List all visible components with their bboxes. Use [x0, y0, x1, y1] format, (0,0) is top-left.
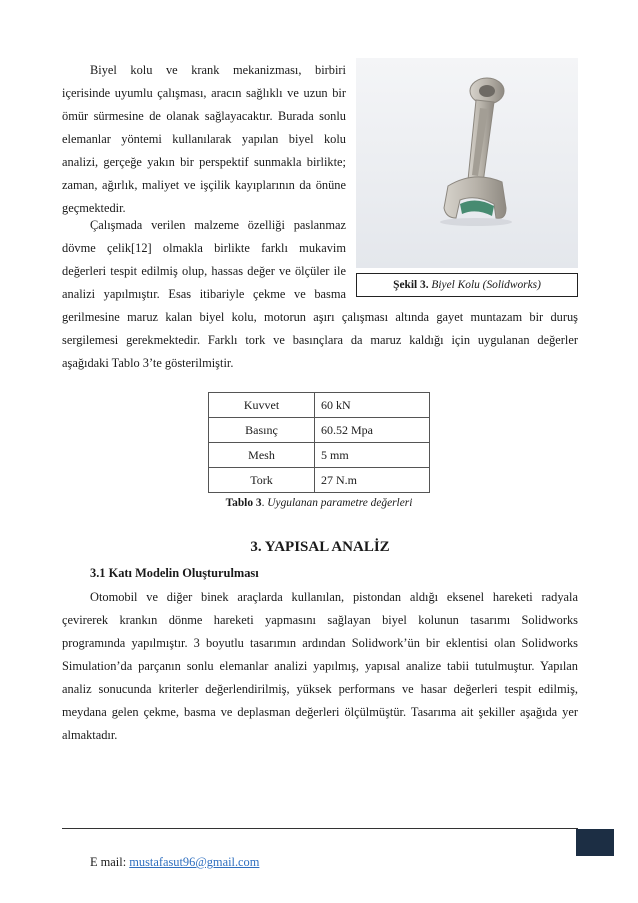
table-row: [209, 468, 430, 493]
footer-email: [90, 855, 259, 870]
connecting-rod-figure: [356, 58, 578, 268]
paragraph-line: Otomobil ve diğer binek araçlarda kullanılan, pistondan aldığı eksenel hareketi radyala: [90, 590, 578, 604]
table-value: 60.52 Mpa: [315, 418, 430, 443]
table-row: [209, 393, 430, 418]
table-key: Mesh: [209, 443, 315, 468]
paragraph-line: zaman, ağırlık, maliyet ve işçilik kayıplarının da önüne: [62, 178, 346, 192]
table-value: 5 mm: [315, 443, 430, 468]
paragraph-line: sergilemesi gerekmektedir. Farklı tork ve basınçlara da maruz kaldığı için uygulanan değerler: [62, 333, 578, 347]
paragraph-line: Simulation’da parçanın sonlu elemanlar analizi yapılmış, yapısal analize tabii tutulmuştur. Yapılan: [62, 659, 578, 673]
paragraph-line: programında yapılmıştır. 3 boyutlu tasarımın ardından Solidwork’ün bir eklentisi olan Solidworks: [62, 636, 578, 650]
connecting-rod-image: [356, 58, 578, 268]
subsection-title: 3.1 Katı Modelin Oluşturulması: [90, 566, 259, 580]
parameter-table: [208, 392, 430, 493]
email-link[interactable]: mustafasut96@gmail.com: [129, 855, 260, 869]
footer-divider: [62, 828, 578, 829]
page-number-box: [576, 829, 614, 856]
figure-caption: [356, 273, 578, 297]
paragraph-line: gerilmesine maruz kalan biyel kolu, motorun aşırı çalışması altında gayet muntazam bir duruş: [62, 310, 578, 324]
paragraph-line: almaktadır.: [62, 728, 118, 742]
table-key: Tork: [209, 468, 315, 493]
paragraph-line: Çalışmada verilen malzeme özelliği paslanmaz: [90, 218, 346, 232]
figure-caption-text: Biyel Kolu (Solidworks): [431, 279, 541, 291]
paragraph-line: ömür sürmesine de olanak sağlayacaktır. Burada sonlu: [62, 109, 346, 123]
paragraph-line: geçmektedir.: [62, 201, 126, 215]
paragraph-line: analiz sonucunda kriterler değerlendirilmiş, yüksek performans ve hasar değerleri tespit edilmiş,: [62, 682, 578, 696]
paragraph-line: analizi yapılmıştır. Esas itibariyle çekme ve basma: [62, 287, 346, 301]
paragraph-line: Biyel kolu ve krank mekanizması, birbiri: [90, 63, 346, 77]
email-label: E mail:: [90, 855, 127, 869]
table-key: Basınç: [209, 418, 315, 443]
table-value: 27 N.m: [315, 468, 430, 493]
paragraph-line: değerleri tespit edilmiş olup, hassas değer ve ölçüler ile: [62, 264, 346, 278]
table-caption: Tablo 3. Uygulanan parametre değerleri: [225, 497, 413, 509]
table-value: 60 kN: [315, 393, 430, 418]
paragraph-line: dövme çelik[12] olmakla birlikte farklı mukavim: [62, 241, 346, 255]
section-title: 3. YAPISAL ANALİZ: [250, 539, 390, 555]
table-row: [209, 443, 430, 468]
paragraph-line: içerisinde uyumlu çalışması, aracın sağlıklı ve uzun bir: [62, 86, 346, 100]
paragraph-line: aşağıdaki Tablo 3’te gösterilmiştir.: [62, 356, 234, 370]
table-caption-number: Tablo 3: [225, 497, 262, 509]
paragraph-line: analizi, gerçeğe yakın bir perspektif sunmakla birlikte;: [62, 155, 346, 169]
figure-caption-number: Şekil 3.: [393, 279, 429, 291]
paragraph-line: meydana gelen çekme, basma ve deplasman değerleri ölçülmüştür. Tasarıma ait şekiller aşağıda yer: [62, 705, 578, 719]
paragraph-line: çevirerek krankın dönme hareketi yapmasını sağlayan biyel kolunun tasarımı Solidworks: [62, 613, 578, 627]
paragraph-line: elemanlar yöntemi kullanılarak yapılan biyel kolu: [62, 132, 346, 146]
table-caption-text: Uygulanan parametre değerleri: [267, 497, 413, 509]
table-key: Kuvvet: [209, 393, 315, 418]
table-row: [209, 418, 430, 443]
